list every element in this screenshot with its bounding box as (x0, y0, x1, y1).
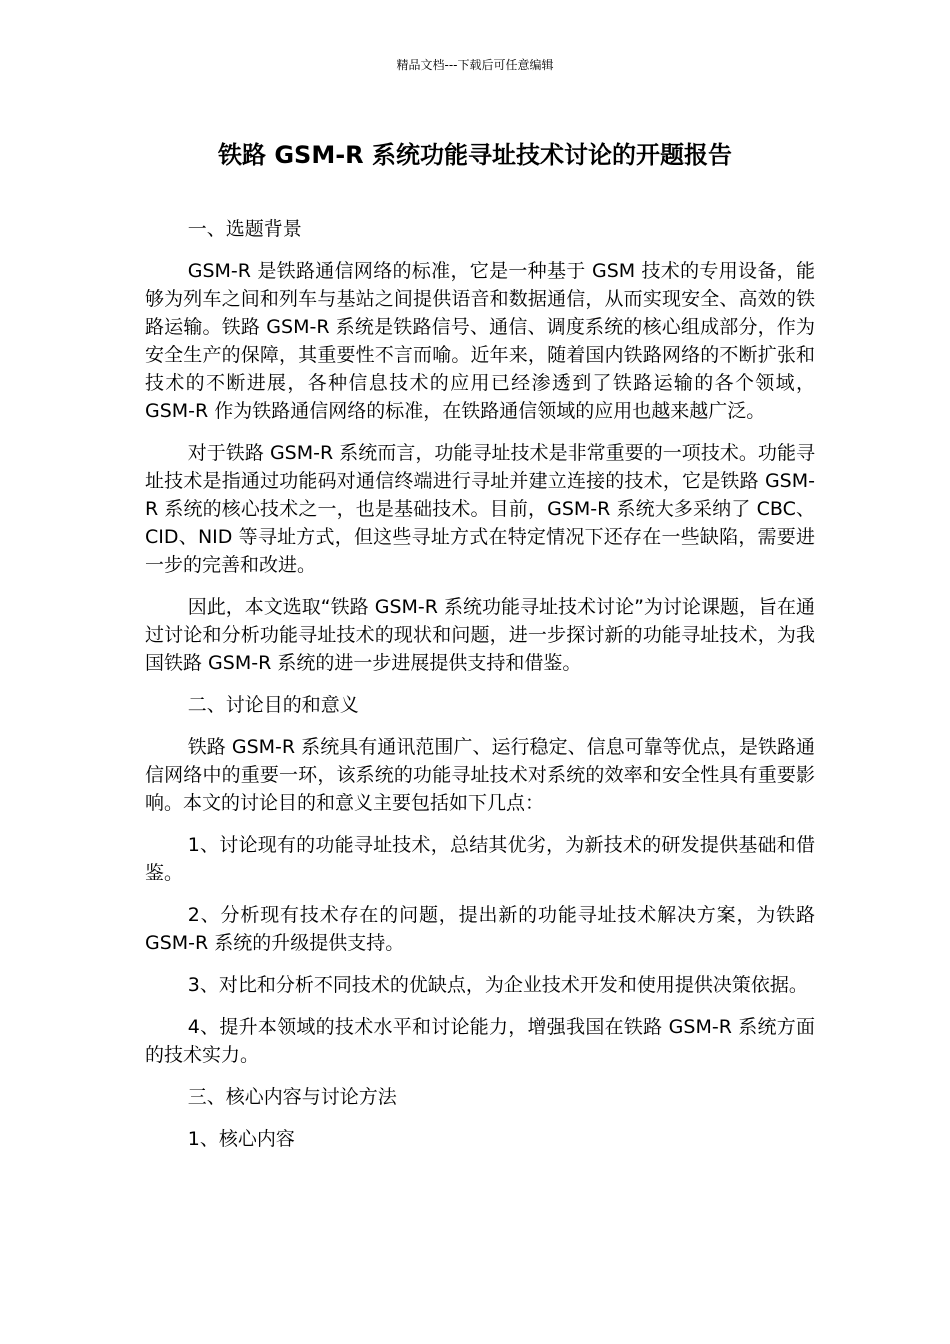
list-item: 4、提升本领域的技术水平和讨论能力，增强我国在铁路 GSM-R 系统方面的技术实力。 (145, 1016, 815, 1066)
section-heading-background: 一、选题背景 (187, 218, 302, 240)
paragraph: GSM-R 是铁路通信网络的标准，它是一种基于 GSM 技术的专用设备，能够为列车之间和列车与基站之间提供语音和数据通信，从而实现安全、高效的铁路运输。铁路 GSM-R 系统是铁路信号、通信、调度系统的核心组成部分，作为安全生产的保障，其重要性不言而喻。近年来，随着国内铁路网络的不断扩张和技术的不断进展，各种信息技术的应用已经渗透到了铁路运输的各个领域，GSM-R 作为铁路通信网络的标准，在铁路通信领域的应用也越来越广泛。 (145, 260, 815, 422)
paragraph: 对于铁路 GSM-R 系统而言，功能寻址技术是非常重要的一项技术。功能寻址技术是指通过功能码对通信终端进行寻址并建立连接的技术，它是铁路 GSM-R 系统的核心技术之一，也是基础技术。目前，GSM-R 系统大多采纳了 CBC、CID、NID 等寻址方式，但这些寻址方式在特定情况下还存在一些缺陷，需要进一步的完善和改进。 (145, 442, 815, 576)
list-item: 3、对比和分析不同技术的优缺点，为企业技术开发和使用提供决策依据。 (187, 974, 808, 996)
page-header: 精品文档---下载后可任意编辑 (396, 58, 554, 72)
section-heading-content-methods: 三、核心内容与讨论方法 (187, 1086, 397, 1108)
paragraph: 因此，本文选取“铁路 GSM-R 系统功能寻址技术讨论”为讨论课题，旨在通过讨论和分析功能寻址技术的现状和问题，进一步探讨新的功能寻址技术，为我国铁路 GSM-R 系统的进一步进展提供支持和借鉴。 (145, 596, 815, 674)
document-title: 铁路 GSM-R 系统功能寻址技术讨论的开题报告 (217, 141, 733, 169)
document-body (145, 215, 815, 1167)
list-item: 2、分析现有技术存在的问题，提出新的功能寻址技术解决方案，为铁路 GSM-R 系统的升级提供支持。 (145, 904, 815, 954)
paragraph: 铁路 GSM-R 系统具有通讯范围广、运行稳定、信息可靠等优点，是铁路通信网络中的重要一环，该系统的功能寻址技术对系统的效率和安全性具有重要影响。本文的讨论目的和意义主要包括如下几点： (145, 736, 815, 814)
list-item: 1、讨论现有的功能寻址技术，总结其优劣，为新技术的研发提供基础和借鉴。 (145, 834, 815, 884)
subsection-heading-core-content: 1、核心内容 (187, 1128, 295, 1150)
section-heading-purpose: 二、讨论目的和意义 (187, 694, 359, 716)
